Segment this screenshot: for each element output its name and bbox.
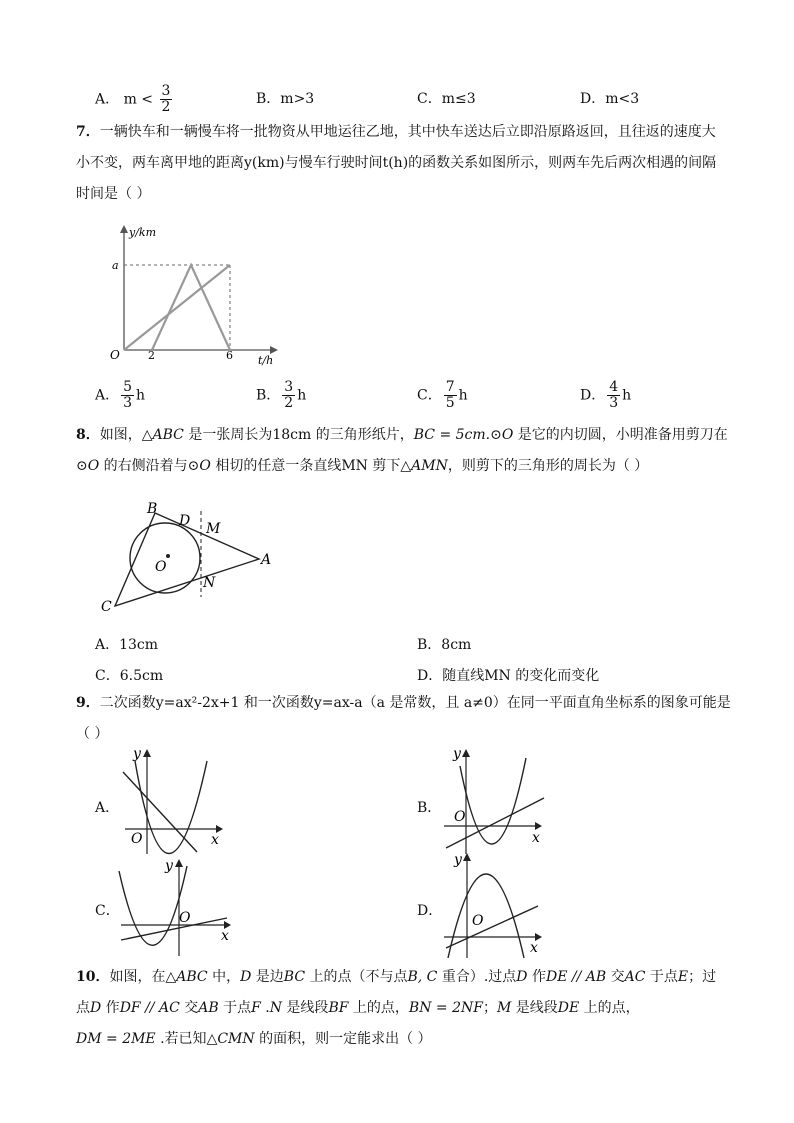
incircle bbox=[130, 523, 200, 593]
origin-label: O bbox=[131, 831, 143, 847]
fraction: $\frac{7}{5}$ bbox=[445, 379, 455, 411]
center-o bbox=[166, 554, 170, 558]
label-o: O bbox=[155, 559, 167, 575]
y-label: y bbox=[133, 746, 141, 762]
label-m: M bbox=[206, 521, 221, 537]
label-d: D bbox=[179, 513, 191, 529]
x-label: x bbox=[221, 928, 229, 944]
x-label: x bbox=[532, 830, 540, 846]
q7-option-a[interactable]: A． $\frac{5}{3}$ h bbox=[95, 379, 146, 411]
origin-label: O bbox=[110, 348, 120, 362]
q8-option-a[interactable]: A．13cm bbox=[95, 637, 159, 653]
y-axis-arrow bbox=[462, 749, 470, 757]
q8-option-b[interactable]: B．8cm bbox=[417, 637, 472, 653]
tick-2: 2 bbox=[148, 349, 155, 362]
a-label: a bbox=[112, 259, 119, 272]
q9-graph-b bbox=[440, 746, 550, 858]
question-7-text: 7．一辆快车和一辆慢车将一批物资从甲地运往乙地，其中快车送达后立即沿原路返回，且往返的速度大 小不变，两车离甲地的距离y(km)与慢车行驶时间t(h)的函数关系如图所示，则两车先后两次相遇的间隔 时间是（ ） bbox=[76, 124, 717, 202]
parabola bbox=[448, 874, 524, 958]
q9-option-a-label[interactable]: A． bbox=[95, 800, 120, 816]
fraction: $\frac{4}{3}$ bbox=[609, 379, 619, 411]
x-label: x bbox=[211, 832, 219, 848]
q6-option-d[interactable]: D．m<3 bbox=[580, 91, 640, 107]
origin-label: O bbox=[472, 913, 484, 929]
q8-option-c[interactable]: C．6.5cm bbox=[95, 668, 164, 684]
question-8-text: 8．如图，△ABC 是一张周长为18cm 的三角形纸片，BC = 5cm.⊙O 是它的内切圆，小明准备用剪刀在 ⊙O 的右侧沿着与⊙O 相切的任意一条直线MN 剪下△AMN，则剪下的三角形的周长为（ ） bbox=[76, 427, 728, 474]
label-a: A bbox=[261, 552, 272, 568]
q6-option-a[interactable]: A． m < $\frac{3}{2}$ bbox=[95, 83, 171, 115]
slow-car-line bbox=[124, 265, 230, 350]
fast-car-line bbox=[152, 265, 230, 350]
x-label: x bbox=[530, 940, 538, 956]
y-axis-arrow bbox=[175, 859, 183, 867]
y-label: y bbox=[165, 858, 173, 874]
fraction: $\frac{3}{2}$ bbox=[284, 379, 294, 411]
q6-option-c[interactable]: C．m≤3 bbox=[417, 91, 476, 107]
parabola bbox=[135, 761, 207, 854]
label-b: B bbox=[147, 501, 158, 517]
y-axis-arrow bbox=[143, 749, 151, 757]
y-label: y bbox=[454, 852, 462, 868]
question-10-text: 10．如图，在△ABC 中，D 是边BC 上的点（不与点B, C 重合）.过点D 作DE // AB 交AC 于点E；过 点D 作DF // AC 交AB 于点F .N 是线段BF 上的点，BN = 2NF；M 是线段DE 上的点， DM = 2ME .若已知△CMN 的面积，则一定能求出（ ） bbox=[76, 969, 717, 1047]
origin-label: O bbox=[179, 910, 191, 926]
label-n: N bbox=[203, 575, 216, 591]
q9-graph-d bbox=[440, 850, 550, 962]
q9-graph-a bbox=[117, 746, 227, 858]
origin-label: O bbox=[454, 809, 466, 825]
fraction: $\frac{3}{2}$ bbox=[161, 83, 171, 115]
x-axis-arrow bbox=[535, 822, 542, 830]
question-9-text: 9．二次函数y=ax²-2x+1 和一次函数y=ax-a（a 是常数，且 a≠0）在同一平面直角坐标系的图象可能是 （ ） bbox=[76, 695, 731, 742]
q7-option-c[interactable]: C． $\frac{7}{5}$ h bbox=[417, 379, 468, 411]
y-axis-label: y/km bbox=[129, 226, 157, 239]
q9-graph-c bbox=[115, 856, 240, 961]
y-axis-arrow bbox=[463, 853, 471, 861]
x-axis-arrow bbox=[270, 346, 278, 354]
q6-option-b[interactable]: B．m>3 bbox=[256, 91, 315, 107]
q9-option-c-label[interactable]: C． bbox=[95, 903, 120, 919]
tick-6: 6 bbox=[226, 349, 233, 362]
q9-option-b-label[interactable]: B． bbox=[417, 800, 442, 816]
q8-triangle-incircle-figure bbox=[95, 493, 285, 618]
parabola bbox=[460, 758, 526, 844]
fraction: $\frac{5}{3}$ bbox=[123, 379, 133, 411]
y-label: y bbox=[453, 746, 461, 762]
q9-option-d-label[interactable]: D． bbox=[417, 903, 443, 919]
q8-option-d[interactable]: D．随直线MN 的变化而变化 bbox=[417, 668, 600, 684]
q7-option-d[interactable]: D． $\frac{4}{3}$ h bbox=[580, 379, 632, 411]
y-axis-arrow bbox=[120, 225, 128, 233]
x-axis-label: t/h bbox=[258, 354, 274, 367]
q7-distance-time-graph bbox=[96, 222, 286, 367]
label-c: C bbox=[101, 599, 112, 615]
q7-option-b[interactable]: B． $\frac{3}{2}$ h bbox=[256, 379, 307, 411]
